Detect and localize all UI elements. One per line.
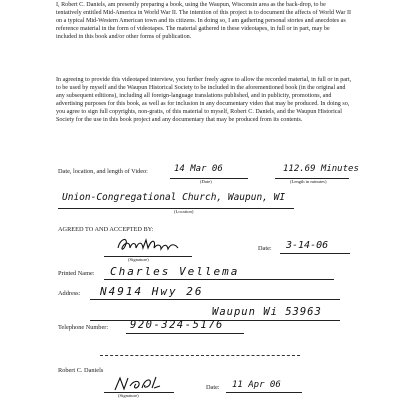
author-date-value: 11 Apr 06 (232, 380, 281, 390)
printed-name-value: Charles Vellema (110, 265, 240, 278)
video-location-value: Union-Congregational Church, Waupun, WI (62, 192, 286, 203)
video-location-caption: (Location) (174, 209, 194, 214)
video-length-value: 112.69 Minutes (283, 164, 359, 174)
interviewee-date-line (280, 253, 350, 254)
address-line2-value: Waupun Wi 53963 (212, 306, 322, 318)
interviewee-signature (114, 234, 184, 256)
section-divider (100, 355, 300, 356)
video-date-value: 14 Mar 06 (174, 164, 223, 174)
printed-name-line (104, 279, 334, 280)
address-label: Address: (58, 290, 81, 297)
intro-paragraph: I, Robert C. Daniels, am presently preparing a book, using the Waupun, Wisconsin area as the back-drop, to be tentatively entitled Mid-America in World War II. The intention of this project is to document the affects of World War II on a typical Mid-Western American town and its citizens. In doing so, I am gathering personal stories and anecdotes as reference material in the form of videotapes. The material gathered in these videotapes, in full or in part, may be included in this book and/or other forms of publication. (56, 2, 352, 40)
author-date-line (226, 392, 302, 393)
interviewee-date-value: 3-14-06 (286, 240, 329, 251)
telephone-line (126, 333, 244, 334)
interviewee-signature-caption: (Signature) (128, 257, 149, 262)
address-line1-value: N4914 Hwy 26 (100, 285, 204, 298)
agreement-paragraph: In agreeing to provide this videotaped interview, you further freely agree to allow the recorded material, in full or in part, to be used by myself and the Waupun Historical Society to be included in the aforementioned book (in the original and any subsequent editions), including all foreign-language translations published, and in publicity, promotions, and advertising purposes for this book, as well as for inclusion in any documentary video that may be produced. In doing so, you agree to sign full copyrights, non-gratis, of this material to myself, Robert C. Daniels, and the Waupun Historical Society for the use in this book project and any documentary that may be produced from its contents. (56, 77, 352, 123)
printed-name-label: Printed Name: (58, 270, 95, 277)
author-signature (112, 374, 164, 394)
author-date-label: Date: (206, 384, 220, 391)
author-signature-line (104, 392, 174, 393)
telephone-value: 920-324-5176 (130, 319, 224, 331)
video-length-caption: (Length in minutes) (290, 179, 327, 184)
video-details-label: Date, location, and length of Video: (58, 168, 148, 175)
telephone-label: Telephone Number: (58, 324, 109, 331)
author-name: Robert C. Daniels (58, 367, 104, 374)
address-line-1 (90, 299, 340, 300)
author-signature-caption: (Signature) (118, 393, 139, 398)
interviewee-date-label: Date: (258, 245, 272, 252)
video-date-caption: (Date) (200, 179, 212, 184)
agreed-heading: AGREED TO AND ACCEPTED BY: (58, 226, 154, 233)
